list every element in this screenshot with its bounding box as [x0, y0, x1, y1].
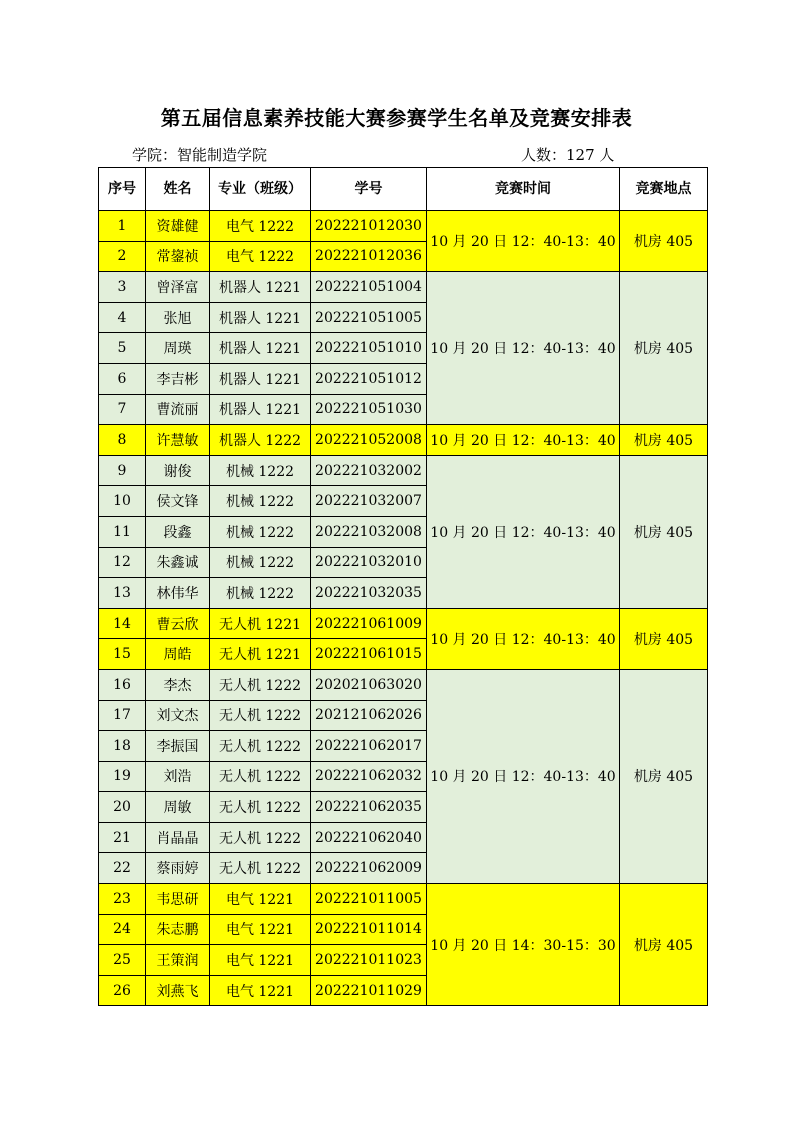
cell-major: 无人机 1222: [210, 761, 311, 792]
cell-name: 周皓: [146, 639, 210, 670]
participant-count: 人数：127 人: [521, 146, 615, 164]
cell-competition-place: 机房 405: [620, 211, 708, 272]
cell-name: 王策润: [146, 945, 210, 976]
cell-major: 机器人 1221: [210, 302, 311, 333]
cell-name: 谢俊: [146, 455, 210, 486]
cell-major: 无人机 1222: [210, 731, 311, 762]
table-row: [99, 884, 708, 915]
cell-name: 张旭: [146, 302, 210, 333]
cell-student-id: 202221012030: [311, 211, 427, 242]
cell-competition-time: 10 月 20 日 14：30-15：30: [427, 884, 620, 1006]
cell-seq: 5: [99, 333, 146, 364]
cell-name: 刘浩: [146, 761, 210, 792]
page-title: 第五届信息素养技能大赛参赛学生名单及竞赛安排表: [160, 106, 633, 130]
cell-seq: 7: [99, 394, 146, 425]
cell-major: 无人机 1222: [210, 669, 311, 700]
cell-student-id: 202221011029: [311, 975, 427, 1006]
cell-name: 李振国: [146, 731, 210, 762]
schedule-table: [98, 167, 708, 1006]
cell-seq: 15: [99, 639, 146, 670]
cell-seq: 18: [99, 731, 146, 762]
cell-competition-time: 10 月 20 日 12：40-13：40: [427, 425, 620, 456]
cell-major: 机械 1222: [210, 547, 311, 578]
cell-competition-place: 机房 405: [620, 272, 708, 425]
cell-student-id: 202221012036: [311, 241, 427, 272]
cell-seq: 22: [99, 853, 146, 884]
cell-student-id: 202221062009: [311, 853, 427, 884]
cell-name: 李杰: [146, 669, 210, 700]
cell-major: 电气 1222: [210, 211, 311, 242]
cell-student-id: 202221011014: [311, 914, 427, 945]
cell-student-id: 202221032007: [311, 486, 427, 517]
cell-major: 机器人 1221: [210, 272, 311, 303]
cell-major: 电气 1221: [210, 884, 311, 915]
cell-seq: 13: [99, 578, 146, 609]
header-row: [99, 168, 708, 211]
cell-name: 李吉彬: [146, 363, 210, 394]
cell-student-id: 202221051012: [311, 363, 427, 394]
cell-name: 常鋆祯: [146, 241, 210, 272]
cell-student-id: 202221062032: [311, 761, 427, 792]
cell-competition-time: 10 月 20 日 12：40-13：40: [427, 211, 620, 272]
cell-student-id: 202221032010: [311, 547, 427, 578]
cell-seq: 16: [99, 669, 146, 700]
cell-name: 段鑫: [146, 516, 210, 547]
cell-major: 机械 1222: [210, 455, 311, 486]
cell-seq: 17: [99, 700, 146, 731]
cell-student-id: 202221032002: [311, 455, 427, 486]
cell-seq: 26: [99, 975, 146, 1006]
cell-major: 机器人 1221: [210, 333, 311, 364]
cell-student-id: 202121062026: [311, 700, 427, 731]
cell-name: 肖晶晶: [146, 822, 210, 853]
cell-name: 周瑛: [146, 333, 210, 364]
cell-competition-time: 10 月 20 日 12：40-13：40: [427, 272, 620, 425]
cell-competition-place: 机房 405: [620, 669, 708, 883]
cell-name: 许慧敏: [146, 425, 210, 456]
cell-seq: 12: [99, 547, 146, 578]
cell-seq: 6: [99, 363, 146, 394]
cell-major: 电气 1221: [210, 914, 311, 945]
cell-student-id: 202221051030: [311, 394, 427, 425]
cell-major: 机械 1222: [210, 486, 311, 517]
cell-name: 曹流丽: [146, 394, 210, 425]
cell-competition-time: 10 月 20 日 12：40-13：40: [427, 455, 620, 608]
header-name: 姓名: [146, 168, 210, 211]
cell-student-id: 202221051010: [311, 333, 427, 364]
table-row: [99, 455, 708, 486]
cell-name: 资雄健: [146, 211, 210, 242]
cell-name: 刘燕飞: [146, 975, 210, 1006]
cell-major: 无人机 1222: [210, 792, 311, 823]
cell-major: 无人机 1222: [210, 700, 311, 731]
cell-student-id: 202221032008: [311, 516, 427, 547]
cell-competition-place: 机房 405: [620, 455, 708, 608]
cell-seq: 2: [99, 241, 146, 272]
cell-name: 蔡雨婷: [146, 853, 210, 884]
cell-name: 朱志鹏: [146, 914, 210, 945]
cell-student-id: 202221062040: [311, 822, 427, 853]
cell-major: 机器人 1222: [210, 425, 311, 456]
cell-seq: 3: [99, 272, 146, 303]
cell-major: 电气 1222: [210, 241, 311, 272]
cell-competition-place: 机房 405: [620, 608, 708, 669]
cell-major: 电气 1221: [210, 975, 311, 1006]
cell-student-id: 202221011023: [311, 945, 427, 976]
cell-competition-time: 10 月 20 日 12：40-13：40: [427, 669, 620, 883]
cell-seq: 11: [99, 516, 146, 547]
cell-major: 无人机 1221: [210, 639, 311, 670]
table-row: [99, 425, 708, 456]
college-label: 学院：智能制造学院: [132, 146, 268, 164]
cell-student-id: 202221062017: [311, 731, 427, 762]
cell-student-id: 202021063020: [311, 669, 427, 700]
cell-name: 朱鑫诚: [146, 547, 210, 578]
cell-seq: 14: [99, 608, 146, 639]
cell-seq: 1: [99, 211, 146, 242]
cell-seq: 8: [99, 425, 146, 456]
cell-seq: 21: [99, 822, 146, 853]
cell-student-id: 202221062035: [311, 792, 427, 823]
cell-seq: 4: [99, 302, 146, 333]
cell-seq: 24: [99, 914, 146, 945]
cell-major: 机器人 1221: [210, 363, 311, 394]
cell-competition-time: 10 月 20 日 12：40-13：40: [427, 608, 620, 669]
table-row: [99, 608, 708, 639]
cell-major: 无人机 1222: [210, 822, 311, 853]
cell-student-id: 202221052008: [311, 425, 427, 456]
cell-name: 曹云欣: [146, 608, 210, 639]
cell-name: 韦思研: [146, 884, 210, 915]
table-row: [99, 211, 708, 242]
cell-seq: 10: [99, 486, 146, 517]
cell-seq: 23: [99, 884, 146, 915]
cell-competition-place: 机房 405: [620, 884, 708, 1006]
cell-student-id: 202221061015: [311, 639, 427, 670]
cell-student-id: 202221032035: [311, 578, 427, 609]
cell-student-id: 202221051004: [311, 272, 427, 303]
cell-seq: 20: [99, 792, 146, 823]
cell-major: 机械 1222: [210, 516, 311, 547]
header-seq: 序号: [99, 168, 146, 211]
header-place: 竞赛地点: [620, 168, 708, 211]
cell-name: 刘文杰: [146, 700, 210, 731]
cell-student-id: 202221051005: [311, 302, 427, 333]
cell-student-id: 202221061009: [311, 608, 427, 639]
cell-major: 机器人 1221: [210, 394, 311, 425]
cell-seq: 19: [99, 761, 146, 792]
cell-student-id: 202221011005: [311, 884, 427, 915]
table-row: [99, 669, 708, 700]
cell-name: 林伟华: [146, 578, 210, 609]
cell-name: 周敏: [146, 792, 210, 823]
header-time: 竞赛时间: [427, 168, 620, 211]
cell-seq: 25: [99, 945, 146, 976]
cell-seq: 9: [99, 455, 146, 486]
cell-name: 侯文锋: [146, 486, 210, 517]
cell-name: 曾泽富: [146, 272, 210, 303]
header-id: 学号: [311, 168, 427, 211]
cell-competition-place: 机房 405: [620, 425, 708, 456]
table-body: [99, 211, 708, 1006]
cell-major: 机械 1222: [210, 578, 311, 609]
table-row: [99, 272, 708, 303]
header-major: 专业（班级）: [210, 168, 311, 211]
cell-major: 无人机 1222: [210, 853, 311, 884]
cell-major: 电气 1221: [210, 945, 311, 976]
cell-major: 无人机 1221: [210, 608, 311, 639]
